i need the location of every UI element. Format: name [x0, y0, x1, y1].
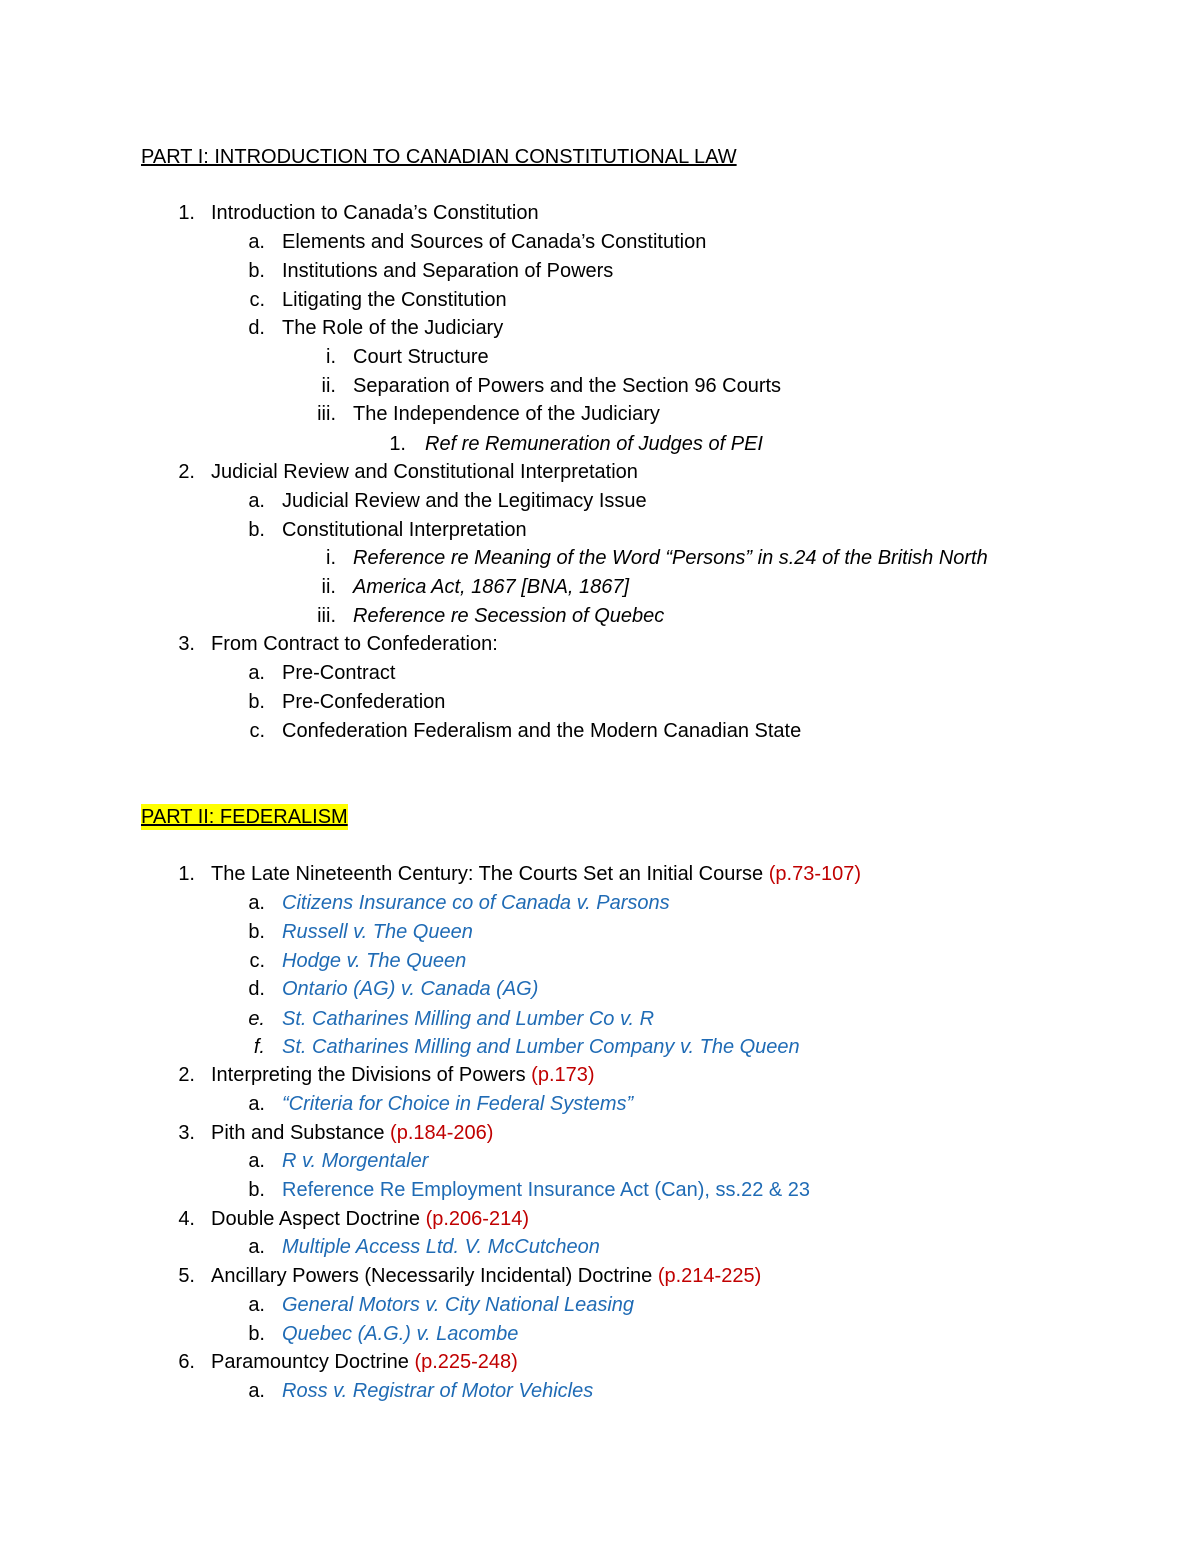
page-reference: (p.173)	[531, 1064, 595, 1086]
case-citation: St. Catharines Milling and Lumber Co v. R	[282, 1008, 655, 1030]
case-citation: St. Catharines Milling and Lumber Company v. The Queen	[282, 1036, 800, 1058]
list-item: 5. Ancillary Powers (Necessarily Incidental) Doctrine (p.214-225)	[178, 1265, 762, 1287]
list-item: a. General Motors v. City National Leasing	[0, 1291, 1200, 1320]
case-citation: Reference Re Employment Insurance Act (Can), ss.22 & 23	[282, 1179, 811, 1201]
part-2-heading: PART II: FEDERALISM	[141, 806, 348, 828]
list-item: 1. Introduction to Canada’s Constitution	[178, 202, 539, 224]
list-item: i. Court Structure	[326, 346, 489, 368]
list-item: a. R v. Morgentaler	[0, 1147, 1200, 1176]
list-item: 1. Ref re Remuneration of Judges of PEI	[389, 433, 763, 455]
list-item: e. St. Catharines Milling and Lumber Co v. R	[0, 1005, 1200, 1034]
list-item: b. Institutions and Separation of Powers	[248, 260, 614, 282]
list-item: 4. Double Aspect Doctrine (p.206-214)	[178, 1208, 529, 1230]
list-item: 6. Paramountcy Doctrine (p.225-248)	[178, 1351, 518, 1373]
list-item: a. Elements and Sources of Canada’s Constitution	[248, 231, 707, 253]
list-item: b. Quebec (A.G.) v. Lacombe	[0, 1320, 1200, 1349]
page-reference: (p.184-206)	[390, 1122, 494, 1144]
page-reference: (p.225-248)	[414, 1351, 518, 1373]
list-item: a. Citizens Insurance co of Canada v. Parsons	[0, 889, 1200, 918]
list-item: 2. Judicial Review and Constitutional Interpretation	[178, 461, 638, 483]
list-item: c. Confederation Federalism and the Modern Canadian State	[249, 720, 802, 742]
list-item: iii. The Independence of the Judiciary	[317, 403, 660, 425]
case-citation: Ontario (AG) v. Canada (AG)	[282, 978, 539, 1000]
case-citation: General Motors v. City National Leasing	[282, 1294, 635, 1316]
list-item: b. Reference Re Employment Insurance Act (Can), ss.22 & 23	[0, 1176, 1200, 1205]
list-item: b. Russell v. The Queen	[0, 918, 1200, 947]
list-item: 3. From Contract to Confederation:	[178, 633, 498, 655]
list-item: f. St. Catharines Milling and Lumber Company v. The Queen	[0, 1033, 1200, 1062]
case-citation: Russell v. The Queen	[282, 921, 473, 943]
list-item: d. Ontario (AG) v. Canada (AG)	[0, 975, 1200, 1004]
list-item: 1. The Late Nineteenth Century: The Courts Set an Initial Course (p.73-107)	[178, 863, 862, 885]
list-item: 2. Interpreting the Divisions of Powers (p.173)	[178, 1064, 595, 1086]
list-item: b. Pre-Confederation	[248, 691, 446, 713]
case-citation: Quebec (A.G.) v. Lacombe	[282, 1323, 519, 1345]
list-item: 3. Pith and Substance (p.184-206)	[178, 1122, 494, 1144]
case-citation: Hodge v. The Queen	[282, 950, 467, 972]
case-citation: Ross v. Registrar of Motor Vehicles	[282, 1380, 594, 1402]
case-citation: R v. Morgentaler	[282, 1150, 429, 1172]
list-item: ii. Separation of Powers and the Section 96 Courts	[321, 375, 782, 397]
case-citation: Citizens Insurance co of Canada v. Parsons	[282, 892, 670, 914]
list-item: d. The Role of the Judiciary	[248, 317, 504, 339]
list-item: a. Judicial Review and the Legitimacy Issue	[248, 490, 647, 512]
case-citation: Multiple Access Ltd. V. McCutcheon	[282, 1236, 600, 1258]
list-item: b. Constitutional Interpretation	[248, 519, 527, 541]
page-reference: (p.214-225)	[657, 1265, 762, 1287]
list-item: a. Pre-Contract	[248, 662, 396, 684]
list-item: a. Ross v. Registrar of Motor Vehicles	[0, 1377, 1200, 1406]
page-reference: (p.206-214)	[425, 1208, 529, 1230]
case-citation: “Criteria for Choice in Federal Systems”	[282, 1093, 634, 1115]
list-item: iii. Reference re Secession of Quebec	[317, 605, 665, 627]
list-item: c. Hodge v. The Queen	[0, 947, 1200, 976]
list-item: i. Reference re Meaning of the Word “Persons” in s.24 of the British North	[326, 547, 988, 569]
list-item: a. “Criteria for Choice in Federal Systems”	[0, 1090, 1200, 1119]
list-item: a. Multiple Access Ltd. V. McCutcheon	[0, 1233, 1200, 1262]
page-reference: (p.73-107)	[768, 863, 862, 885]
list-item: ii. America Act, 1867 [BNA, 1867]	[321, 576, 630, 598]
part-1-heading: PART I: INTRODUCTION TO CANADIAN CONSTITUTIONAL LAW	[141, 146, 737, 168]
list-item: c. Litigating the Constitution	[249, 289, 507, 311]
